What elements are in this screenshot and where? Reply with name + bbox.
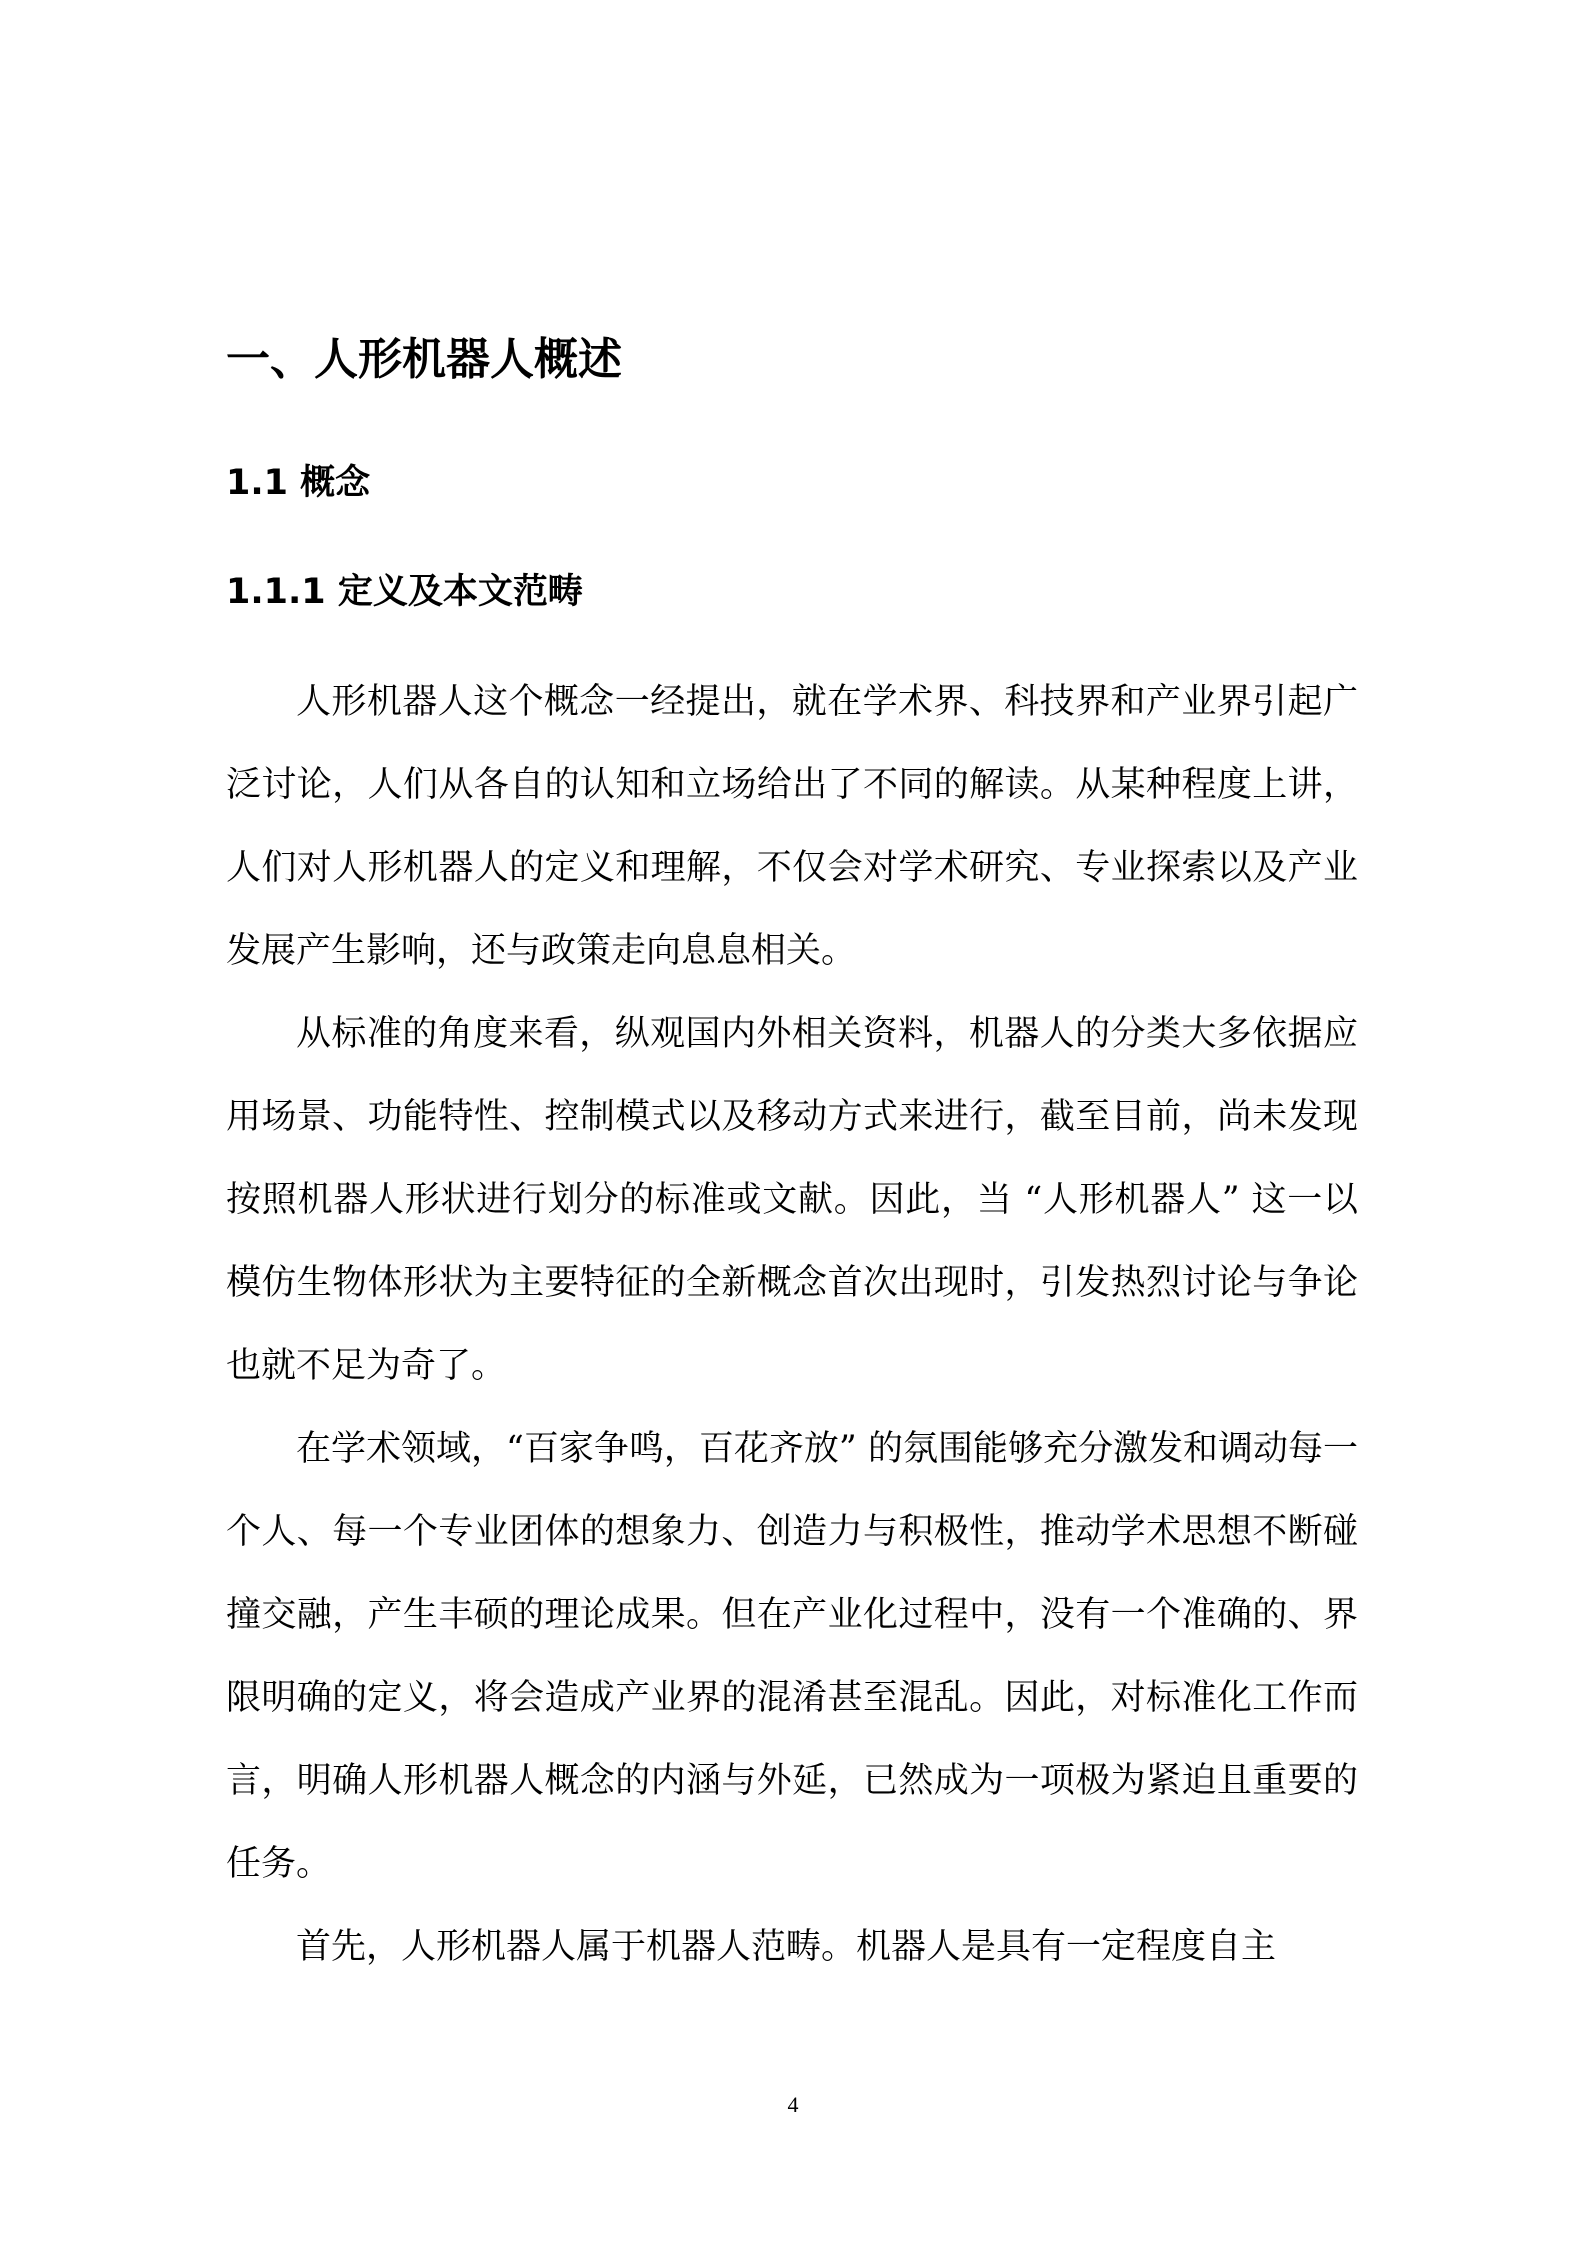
paragraph-3: 在学术领域，“百家争鸣，百花齐放” 的氛围能够充分激发和调动每一个人、每一个专业团体的想象力、创造力与积极性，推动学术思想不断碰撞交融，产生丰硕的理论成果。但在产业化过程中，没有一个准确的、界限明确的定义，将会造成产业界的混淆甚至混乱。因此，对标准化工作而言，明确人形机器人概念的内涵与外延，已然成为一项极为紧迫且重要的任务。 <box>226 1429 1358 1884</box>
subsection-heading: 1.1.1 定义及本文范畴 <box>226 572 583 612</box>
body-text <box>226 661 1358 1989</box>
paragraph-1: 人形机器人这个概念一经提出，就在学术界、科技界和产业界引起广泛讨论，人们从各自的认知和立场给出了不同的解读。从某种程度上讲，人们对人形机器人的定义和理解，不仅会对学术研究、专业探索以及产业发展产生影响，还与政策走向息息相关。 <box>226 682 1358 971</box>
page-content <box>226 320 1358 1989</box>
chapter-heading: 一、人形机器人概述 <box>226 334 622 385</box>
page-number: 4 <box>787 2092 799 2117</box>
paragraph-4: 首先，人形机器人属于机器人范畴。机器人是具有一定程度自主 <box>296 1927 1277 1967</box>
section-heading: 1.1 概念 <box>226 463 371 503</box>
paragraph-2: 从标准的角度来看，纵观国内外相关资料，机器人的分类大多依据应用场景、功能特性、控制模式以及移动方式来进行，截至目前，尚未发现按照机器人形状进行划分的标准或文献。因此，当 “人形机器人” 这一以模仿生物体形状为主要特征的全新概念首次出现时，引发热烈讨论与争论也就不足为奇了。 <box>226 1014 1358 1386</box>
